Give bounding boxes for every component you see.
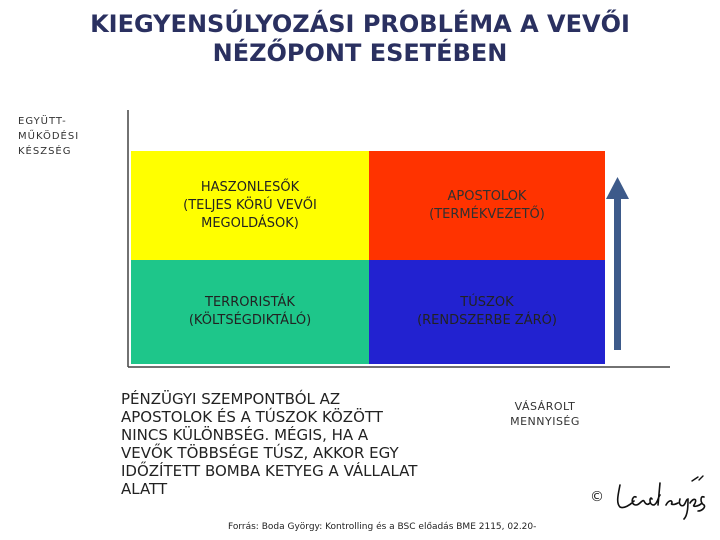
quadrant-tuszok — [369, 260, 605, 364]
quadrant-haszonlesok — [131, 151, 369, 260]
quadrant-subtitle: (KÖLTSÉGDIKTÁLÓ) — [188, 313, 312, 328]
signature-icon — [606, 475, 710, 521]
quadrant-title: TERRORISTÁK — [205, 295, 295, 310]
copyright-symbol: © — [590, 489, 604, 505]
quadrant-apostolok — [369, 151, 605, 260]
y-axis-label: EGYÜTT-MŰKÖDÉSI KÉSZSÉG — [18, 116, 80, 157]
quadrant-title: TÚSZOK — [460, 295, 514, 310]
quadrant-title: APOSTOLOK — [447, 188, 527, 204]
quadrant-subtitle: (TERMÉKVEZETŐ) — [429, 206, 545, 222]
up-arrow-icon — [606, 177, 629, 350]
quadrant-title: HASZONLESŐK — [200, 179, 300, 195]
quadrant-terroristak — [131, 260, 369, 364]
source-footnote: Forrás: Boda György: Kontrolling és a BSC előadás BME 2115, 02.20- — [228, 522, 537, 532]
x-axis-label: VÁSÁROLT MENNYISÉG — [510, 400, 580, 428]
quadrant-subtitle: (RENDSZERBE ZÁRÓ) — [417, 313, 557, 328]
explanation-note: PÉNZÜGYI SZEMPONTBÓL AZ APOSTOLOK ÉS A TÚSZOK KÖZÖTT NINCS KÜLÖNBSÉG. MÉGIS, HA A VEVŐK TÖBBSÉGE TÚSZ, AKKOR EGY IDŐZÍTETT BOMBA KETYEG A VÁLLALAT ALATT — [121, 390, 418, 498]
quadrant-subtitle: (TELJES KÖRÚ VEVŐI MEGOLDÁSOK) — [183, 197, 317, 231]
page-title: KIEGYENSÚLYOZÁSI PROBLÉMA A VEVŐI NÉZŐPONT ESETÉBEN — [90, 10, 630, 67]
